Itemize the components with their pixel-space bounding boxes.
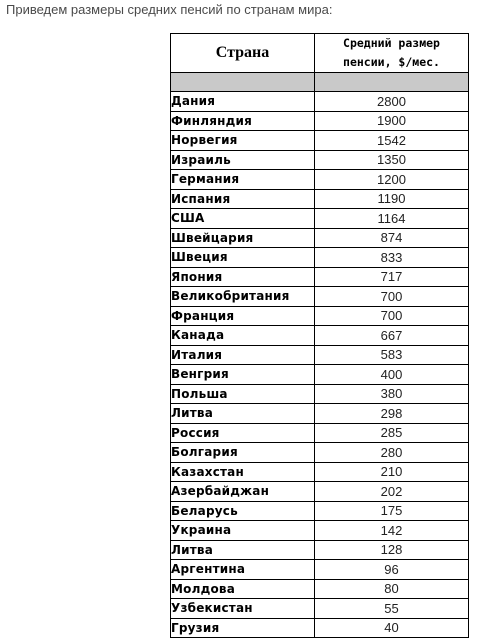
table-row <box>171 521 469 541</box>
pension-value-cell: 55 <box>315 599 469 619</box>
country-cell: Россия <box>171 423 315 443</box>
pension-value-cell: 96 <box>315 560 469 580</box>
table-row <box>171 404 469 424</box>
pension-value-cell: 717 <box>315 267 469 287</box>
pension-value-cell: 202 <box>315 482 469 502</box>
country-cell: Франция <box>171 306 315 326</box>
table-row <box>171 345 469 365</box>
country-cell: Молдова <box>171 579 315 599</box>
table-row <box>171 384 469 404</box>
pension-value-cell: 175 <box>315 501 469 521</box>
pension-value-cell: 128 <box>315 540 469 560</box>
header-average-pension <box>315 34 469 73</box>
country-cell: Литва <box>171 540 315 560</box>
table-row <box>171 287 469 307</box>
table-row <box>171 423 469 443</box>
pension-value-cell: 142 <box>315 521 469 541</box>
table-row <box>171 540 469 560</box>
pension-value-cell: 40 <box>315 618 469 638</box>
pension-value-cell: 285 <box>315 423 469 443</box>
pension-table <box>170 33 469 638</box>
country-cell: Аргентина <box>171 560 315 580</box>
country-cell: Дания <box>171 92 315 112</box>
pension-value-cell: 874 <box>315 228 469 248</box>
pension-value-cell: 1900 <box>315 111 469 131</box>
table-row <box>171 209 469 229</box>
table-row <box>171 560 469 580</box>
table-header-row <box>171 34 469 73</box>
country-cell: Великобритания <box>171 287 315 307</box>
header-value-line2: пенсии, $/мес. <box>343 55 440 69</box>
pension-value-cell: 80 <box>315 579 469 599</box>
country-cell: Азербайджан <box>171 482 315 502</box>
pension-value-cell: 1542 <box>315 131 469 151</box>
table-row <box>171 365 469 385</box>
pension-value-cell: 667 <box>315 326 469 346</box>
country-cell: Болгария <box>171 443 315 463</box>
country-cell: Норвегия <box>171 131 315 151</box>
country-cell: Венгрия <box>171 365 315 385</box>
country-cell: Испания <box>171 189 315 209</box>
table-row <box>171 306 469 326</box>
header-value-line1: Средний размер <box>343 36 440 50</box>
pension-value-cell: 1200 <box>315 170 469 190</box>
country-cell: Финляндия <box>171 111 315 131</box>
table-row <box>171 131 469 151</box>
table-row <box>171 92 469 112</box>
country-cell: Казахстан <box>171 462 315 482</box>
country-cell: Швеция <box>171 248 315 268</box>
spacer-cell <box>315 73 469 92</box>
table-row <box>171 599 469 619</box>
pension-value-cell: 833 <box>315 248 469 268</box>
table-row <box>171 462 469 482</box>
pension-value-cell: 1164 <box>315 209 469 229</box>
table-row <box>171 248 469 268</box>
country-cell: Канада <box>171 326 315 346</box>
country-cell: Германия <box>171 170 315 190</box>
table-row <box>171 443 469 463</box>
country-cell: Узбекистан <box>171 599 315 619</box>
table-row <box>171 326 469 346</box>
table-row <box>171 267 469 287</box>
table-row <box>171 150 469 170</box>
pension-value-cell: 700 <box>315 306 469 326</box>
pension-value-cell: 700 <box>315 287 469 307</box>
pension-value-cell: 400 <box>315 365 469 385</box>
pension-value-cell: 583 <box>315 345 469 365</box>
country-cell: Украина <box>171 521 315 541</box>
table-row <box>171 618 469 638</box>
pension-value-cell: 280 <box>315 443 469 463</box>
table-row <box>171 189 469 209</box>
table-row <box>171 579 469 599</box>
country-cell: Грузия <box>171 618 315 638</box>
country-cell: Италия <box>171 345 315 365</box>
header-country: Страна <box>171 34 315 73</box>
spacer-cell <box>171 73 315 92</box>
country-cell: Швейцария <box>171 228 315 248</box>
table-row <box>171 501 469 521</box>
table-row <box>171 482 469 502</box>
pension-value-cell: 2800 <box>315 92 469 112</box>
header-spacer-row <box>171 73 469 92</box>
table-row <box>171 228 469 248</box>
pension-value-cell: 1190 <box>315 189 469 209</box>
table-row <box>171 170 469 190</box>
pension-value-cell: 298 <box>315 404 469 424</box>
pension-value-cell: 210 <box>315 462 469 482</box>
table-row <box>171 111 469 131</box>
pension-value-cell: 380 <box>315 384 469 404</box>
intro-text: Приведем размеры средних пенсий по странам мира: <box>6 2 333 17</box>
pension-value-cell: 1350 <box>315 150 469 170</box>
country-cell: Израиль <box>171 150 315 170</box>
country-cell: Беларусь <box>171 501 315 521</box>
country-cell: США <box>171 209 315 229</box>
country-cell: Литва <box>171 404 315 424</box>
country-cell: Польша <box>171 384 315 404</box>
country-cell: Япония <box>171 267 315 287</box>
